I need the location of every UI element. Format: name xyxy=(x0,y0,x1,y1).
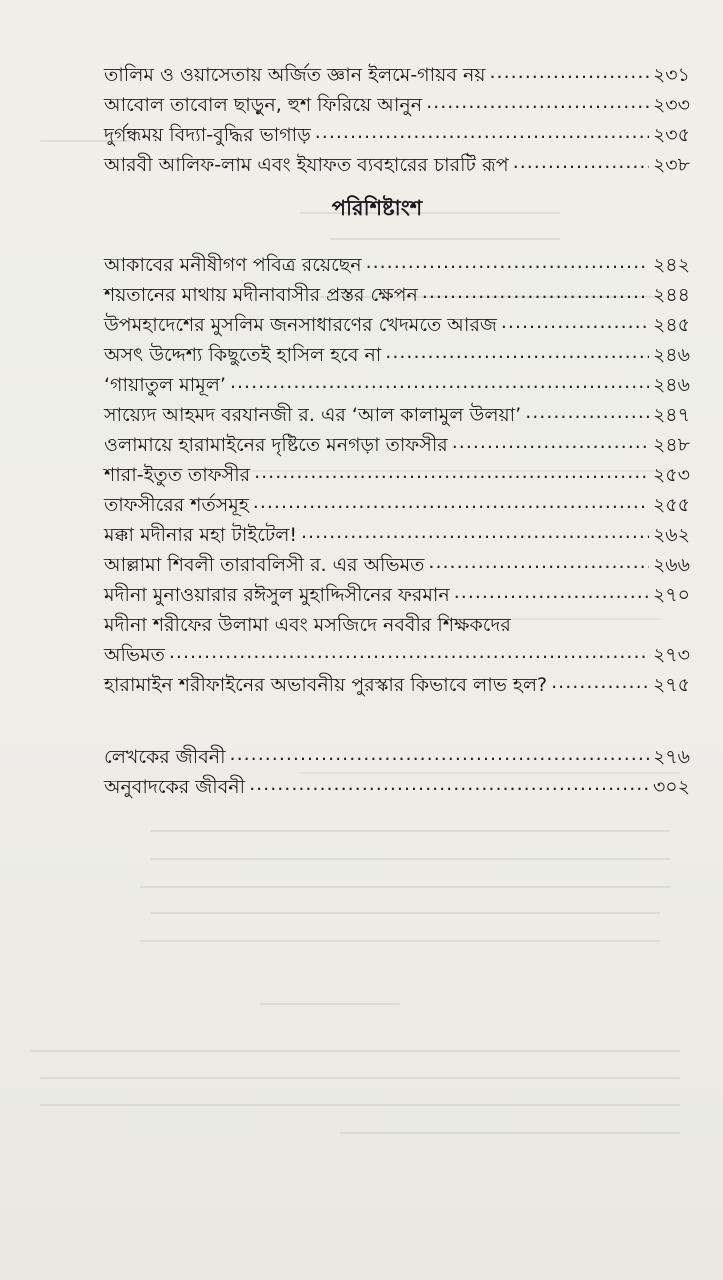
dot-leader xyxy=(254,457,649,487)
toc-entry xyxy=(104,340,690,370)
toc-entry-title: দুর্গন্ধময় বিদ্যা-বুদ্ধির ভাগাড় xyxy=(104,124,311,146)
dot-leader xyxy=(490,57,649,87)
toc-entry-page: ২৭০ xyxy=(652,584,690,606)
toc-entry-title: আরবী আলিফ-লাম এবং ইযাফত ব্যবহারের চারটি রূপ xyxy=(104,154,509,176)
toc-entry-page: ২৬৬ xyxy=(652,554,690,576)
toc-entry-title: তালিম ও ওয়াসেতায় অর্জিত জ্ঞান ইলমে-গায়ব নয় xyxy=(104,64,486,86)
toc-entry-title: ‘গায়াতুল মামূল’ xyxy=(104,374,226,396)
dot-leader xyxy=(385,337,649,367)
toc-entry-page: ২৪৮ xyxy=(652,434,690,456)
toc-entry-page: ২৭৫ xyxy=(652,674,690,696)
toc-entry-wrapped-first-line xyxy=(104,610,690,640)
toc-entry-page: ৩০২ xyxy=(652,776,690,798)
toc-entry-title: আবোল তাবোল ছাড়ুন, হুশ ফিরিয়ে আনুন xyxy=(104,94,423,116)
toc-entry-page: ২৫৫ xyxy=(652,494,690,516)
toc-entry xyxy=(104,670,690,700)
toc-entry-title: আল্লামা শিবলী তারাবলিসী র. এর অভিমত xyxy=(104,554,425,576)
toc-entry xyxy=(104,550,690,580)
toc-entry-page: ২৭৩ xyxy=(652,644,690,666)
toc-entry-page: ২৪৭ xyxy=(652,404,690,426)
dot-leader xyxy=(253,487,649,517)
toc-entry xyxy=(104,310,690,340)
toc-entry xyxy=(104,490,690,520)
toc-entry xyxy=(104,150,690,180)
dot-leader xyxy=(525,397,649,427)
toc-entry-title: মদীনা শরীফের উলামা এবং মসজিদে নববীর শিক্ষকদের xyxy=(104,614,511,636)
dot-leader xyxy=(301,517,649,547)
dot-leader xyxy=(169,637,649,667)
toc-entry xyxy=(104,400,690,430)
toc-entry-title: লেখকের জীবনী xyxy=(104,746,226,768)
toc-entry-title: উপমহাদেশের মুসলিম জনসাধারণের খেদমতে আরজ xyxy=(104,314,497,336)
toc-entry-page: ২৪৪ xyxy=(652,284,690,306)
dot-leader xyxy=(513,147,649,177)
toc-entry xyxy=(104,370,690,400)
toc-entry-page: ২৪৬ xyxy=(652,374,690,396)
toc-entry-page: ২৪৬ xyxy=(652,344,690,366)
toc-entry xyxy=(104,90,690,120)
toc-entry-title: অভিমত xyxy=(104,644,165,666)
toc-entry-page: ২৪৫ xyxy=(652,314,690,336)
toc-entry-title: তাফসীরের শর্তসমূহ xyxy=(104,494,249,516)
toc-entry xyxy=(104,120,690,150)
section-heading: পরিশিষ্টাংশ xyxy=(331,196,423,220)
toc-entry xyxy=(104,742,690,772)
toc-entry xyxy=(104,280,690,310)
dot-leader xyxy=(422,277,649,307)
dot-leader xyxy=(454,577,649,607)
toc-entry-title: অনুবাদকের জীবনী xyxy=(104,776,246,798)
toc-entry xyxy=(104,460,690,490)
dot-leader xyxy=(230,367,649,397)
toc-entry-title: ওলামায়ে হারামাইনের দৃষ্টিতে মনগড়া তাফসীর xyxy=(104,434,448,456)
toc-entry-page: ২৭৬ xyxy=(652,746,690,768)
dot-leader xyxy=(501,307,649,337)
toc-entry-title: শয়তানের মাথায় মদীনাবাসীর প্রস্তর ক্ষেপন xyxy=(104,284,418,306)
dot-leader xyxy=(452,427,649,457)
toc-entry xyxy=(104,60,690,90)
toc-entry xyxy=(104,250,690,280)
toc-entry xyxy=(104,430,690,460)
toc-entry-page: ২৪২ xyxy=(652,254,690,276)
toc-entry-title: সায়্যেদ আহমদ বরযানজী র. এর ‘আল কালামুল উলয়া’ xyxy=(104,404,522,426)
toc-entry-title: মদীনা মুনাওয়ারার রঈসুল মুহাদ্দিসীনের ফরমান xyxy=(104,584,450,606)
dot-leader xyxy=(249,769,649,799)
toc-entry-wrapped-second-line xyxy=(104,640,690,670)
dot-leader xyxy=(230,739,649,769)
dot-leader xyxy=(315,117,649,147)
toc-entry-title: শারা-ইতুত তাফসীর xyxy=(104,464,251,486)
dot-leader xyxy=(551,667,649,697)
toc-entry-title: হারামাইন শরীফাইনের অভাবনীয় পুরস্কার কিভাবে লাভ হল? xyxy=(104,674,548,696)
toc-entry xyxy=(104,580,690,610)
toc-entry-page: ২৩৩ xyxy=(652,94,690,116)
toc-entry-page: ২৩৮ xyxy=(652,154,690,176)
toc-entry-title: আকাবের মনীষীগণ পবিত্র রয়েছেন xyxy=(104,254,362,276)
toc-entry-page: ২৬২ xyxy=(652,524,690,546)
dot-leader xyxy=(426,87,649,117)
dot-leader xyxy=(428,547,649,577)
toc-entry-page: ২৩১ xyxy=(652,64,690,86)
toc-entry xyxy=(104,772,690,802)
dot-leader xyxy=(366,247,649,277)
toc-entry-title: অসৎ উদ্দেশ্য কিছুতেই হাসিল হবে না xyxy=(104,344,382,366)
toc-entry-page: ২৩৫ xyxy=(652,124,690,146)
toc-entry-page: ২৫৩ xyxy=(652,464,690,486)
table-of-contents xyxy=(104,60,690,802)
toc-entry-title: মক্কা মদীনার মহা টাইটেল! xyxy=(104,524,297,546)
toc-entry xyxy=(104,520,690,550)
